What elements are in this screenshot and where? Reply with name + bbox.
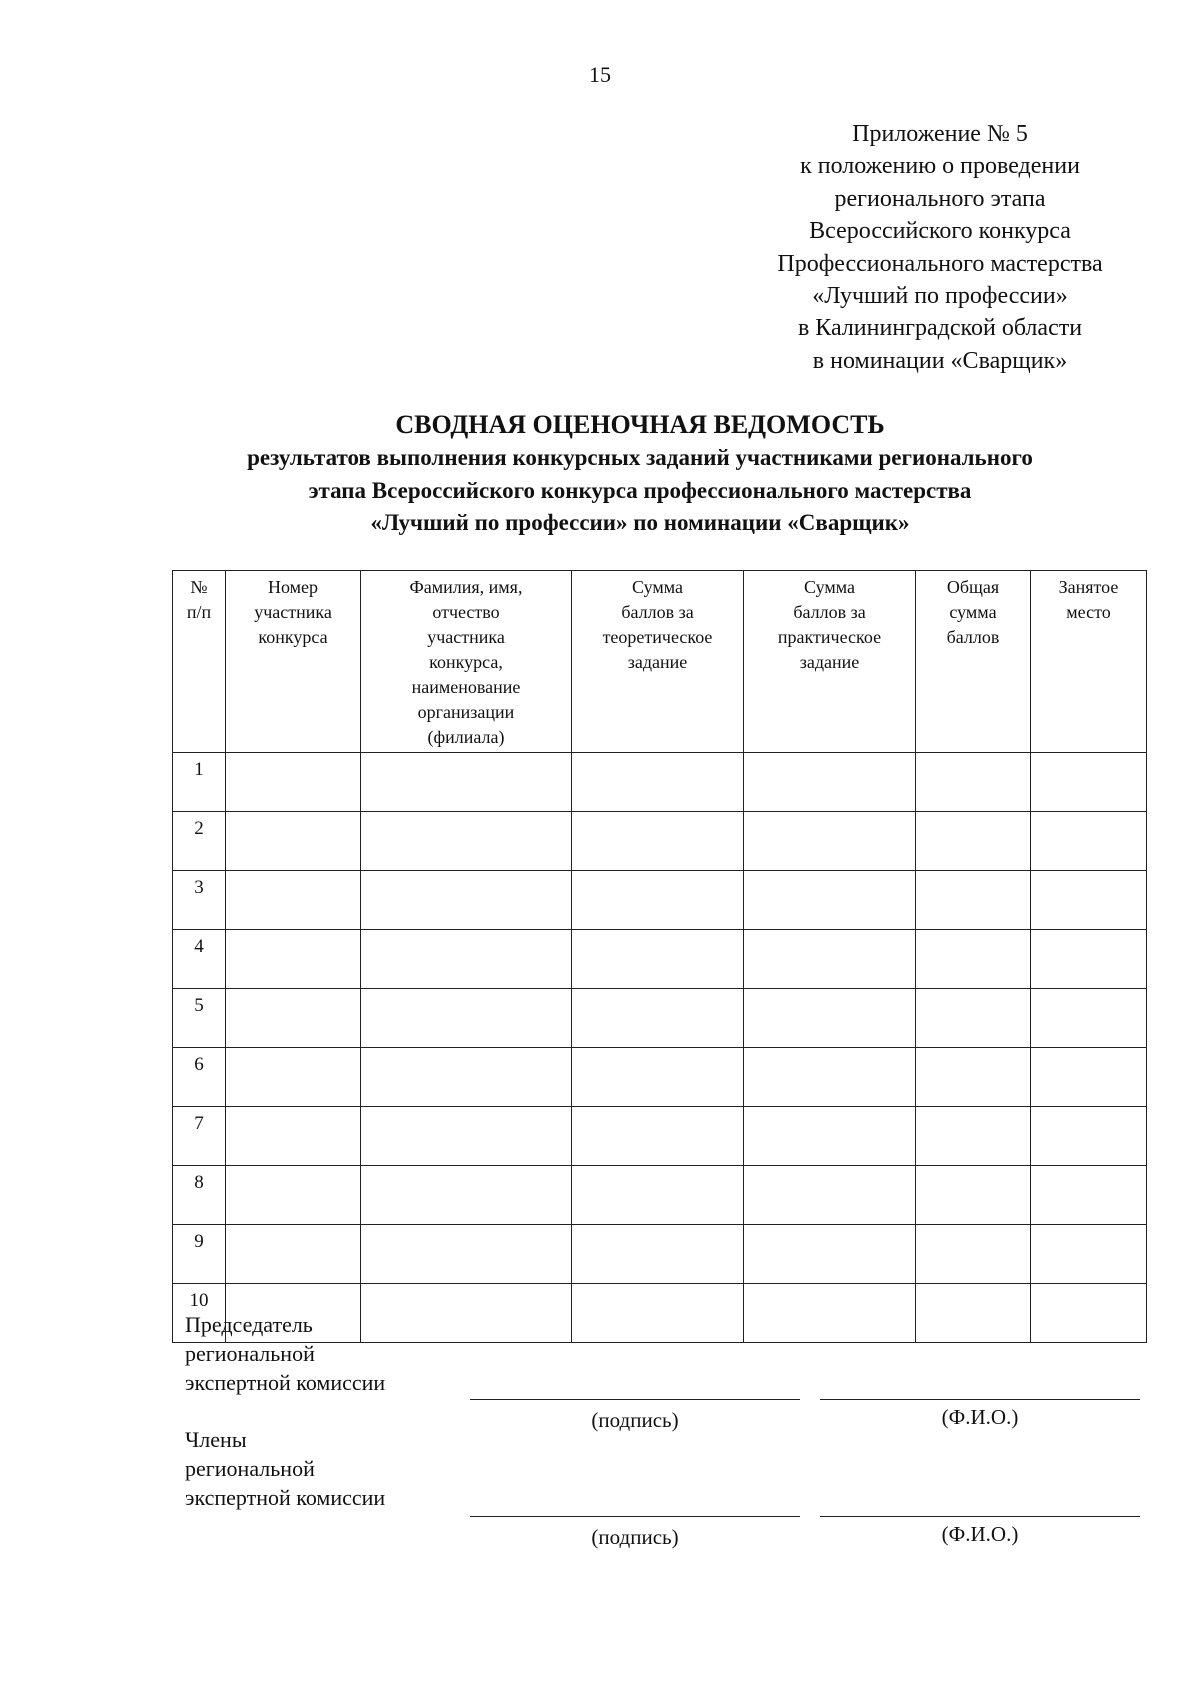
subtitle-line: «Лучший по профессии» по номинации «Сварщик» <box>370 510 910 535</box>
participant-id-cell <box>226 871 361 930</box>
total-score-cell <box>916 930 1031 989</box>
header-text-line: задание <box>627 652 688 672</box>
practice-score-cell <box>744 871 916 930</box>
practice-score-cell <box>744 930 916 989</box>
header-text-line: участника <box>427 627 505 647</box>
place-cell <box>1031 1048 1147 1107</box>
header-cell-place <box>1031 571 1147 753</box>
practice-score-cell <box>744 753 916 812</box>
appendix-line: «Лучший по профессии» <box>812 283 1068 310</box>
header-cell-theory-score <box>572 571 744 753</box>
appendix-line: Приложение № 5 <box>852 121 1028 147</box>
practice-score-cell <box>744 1107 916 1166</box>
header-text-line: наименование <box>411 677 521 697</box>
subtitle-line: этапа Всероссийского конкурса профессионального мастерства <box>308 477 972 503</box>
header-text-line: баллов <box>946 627 1000 647</box>
appendix-line: Всероссийского конкурса <box>809 218 1071 245</box>
place-cell <box>1031 1225 1147 1284</box>
participant-id-cell <box>226 930 361 989</box>
header-text-line: Номер <box>267 577 319 597</box>
page-number: 15 <box>589 62 611 87</box>
header-text-line: конкурса, <box>429 652 503 672</box>
chairman-signature-caption: (подпись) <box>591 1408 679 1432</box>
practice-score-cell <box>744 1048 916 1107</box>
participant-id-cell <box>226 1107 361 1166</box>
total-score-cell <box>916 753 1031 812</box>
participant-name-cell <box>361 1048 572 1107</box>
header-text-line: место <box>1066 602 1111 622</box>
header-text-line: задание <box>799 652 860 672</box>
theory-score-cell <box>572 989 744 1048</box>
chairman-name-caption: (Ф.И.О.) <box>941 1405 1019 1429</box>
place-cell <box>1031 753 1147 812</box>
table-row <box>173 1225 1147 1284</box>
row-number-cell: 5 <box>173 989 226 1048</box>
header-text-line: Фамилия, имя, <box>409 577 523 597</box>
appendix-line: Профессионального мастерства <box>777 250 1103 277</box>
header-text-line: Занятое <box>1058 577 1119 597</box>
theory-score-cell <box>572 930 744 989</box>
header-text-line: № <box>190 577 208 597</box>
header-cell-practice-score <box>744 571 916 753</box>
header-cell-number <box>173 571 226 753</box>
header-text-line: п/п <box>186 602 212 622</box>
place-cell <box>1031 989 1147 1048</box>
header-text-line: конкурса <box>258 627 328 647</box>
row-number-cell: 3 <box>173 871 226 930</box>
table-row <box>173 1048 1147 1107</box>
theory-score-cell <box>572 1284 744 1343</box>
header-text-line: сумма <box>949 602 997 622</box>
members-signature-line <box>470 1516 800 1517</box>
practice-score-cell <box>744 1166 916 1225</box>
place-cell <box>1031 1284 1147 1343</box>
members-name-caption: (Ф.И.О.) <box>941 1522 1019 1546</box>
practice-score-cell <box>744 812 916 871</box>
participant-name-cell <box>361 1166 572 1225</box>
members-name-line <box>820 1516 1140 1517</box>
participant-name-cell <box>361 753 572 812</box>
appendix-line: в Калининградской области <box>797 315 1083 342</box>
members-label-line: региональной <box>185 1456 315 1481</box>
header-cell-total-score <box>916 571 1031 753</box>
appendix-block <box>730 118 1150 377</box>
place-cell <box>1031 1166 1147 1225</box>
theory-score-cell <box>572 1107 744 1166</box>
header-text-line: Сумма <box>632 577 683 597</box>
theory-score-cell <box>572 753 744 812</box>
participant-id-cell <box>226 1048 361 1107</box>
practice-score-cell <box>744 1225 916 1284</box>
row-number-cell: 1 <box>173 753 226 812</box>
participant-name-cell <box>361 812 572 871</box>
place-cell <box>1031 871 1147 930</box>
practice-score-cell <box>744 989 916 1048</box>
row-number-cell: 6 <box>173 1048 226 1107</box>
chairman-label <box>185 1310 385 1397</box>
row-number-cell: 7 <box>173 1107 226 1166</box>
participant-name-cell <box>361 1284 572 1343</box>
table-header-row <box>173 571 1147 753</box>
document-subtitle <box>140 442 1140 540</box>
theory-score-cell <box>572 1225 744 1284</box>
table-row <box>173 989 1147 1048</box>
place-cell <box>1031 930 1147 989</box>
place-cell <box>1031 1107 1147 1166</box>
table-row <box>173 1166 1147 1225</box>
header-text-line: (филиала) <box>427 727 505 747</box>
appendix-line: регионального этапа <box>834 185 1046 212</box>
total-score-cell <box>916 812 1031 871</box>
total-score-cell <box>916 1225 1031 1284</box>
table-row <box>173 930 1147 989</box>
total-score-cell <box>916 1284 1031 1343</box>
theory-score-cell <box>572 812 744 871</box>
header-text-line: теоретическое <box>602 627 713 647</box>
participant-id-cell <box>226 812 361 871</box>
header-cell-participant-id <box>226 571 361 753</box>
participant-id-cell <box>226 1225 361 1284</box>
header-text-line: отчество <box>432 602 500 622</box>
members-label-line: экспертной комиссии <box>185 1485 386 1510</box>
total-score-cell <box>916 1048 1031 1107</box>
row-number-cell: 9 <box>173 1225 226 1284</box>
table-row <box>173 871 1147 930</box>
practice-score-cell <box>744 1284 916 1343</box>
table-row <box>173 812 1147 871</box>
theory-score-cell <box>572 871 744 930</box>
table-row <box>173 753 1147 812</box>
members-label-line: Члены <box>185 1427 247 1452</box>
chairman-label-line: Председатель <box>185 1312 313 1337</box>
row-number-cell: 4 <box>173 930 226 989</box>
header-text-line: практическое <box>777 627 882 647</box>
row-number-cell: 2 <box>173 812 226 871</box>
members-label <box>185 1425 385 1512</box>
appendix-line: в номинации «Сварщик» <box>812 347 1068 374</box>
header-text-line: организации <box>417 702 515 722</box>
header-text-line: баллов за <box>793 602 866 622</box>
theory-score-cell <box>572 1048 744 1107</box>
document-title: СВОДНАЯ ОЦЕНОЧНАЯ ВЕДОМОСТЬ <box>395 410 885 439</box>
participant-name-cell <box>361 1107 572 1166</box>
appendix-line: к положению о проведении <box>800 153 1080 180</box>
total-score-cell <box>916 871 1031 930</box>
total-score-cell <box>916 1166 1031 1225</box>
participant-name-cell <box>361 989 572 1048</box>
theory-score-cell <box>572 1166 744 1225</box>
header-text-line: Общая <box>946 577 1000 597</box>
participant-id-cell <box>226 753 361 812</box>
chairman-signature-line <box>470 1399 800 1400</box>
header-cell-participant-name <box>361 571 572 753</box>
members-signature-caption: (подпись) <box>591 1525 679 1549</box>
header-text-line: участника <box>254 602 332 622</box>
header-text-line: Сумма <box>804 577 855 597</box>
total-score-cell <box>916 1107 1031 1166</box>
participant-id-cell <box>226 1166 361 1225</box>
row-number-cell: 10 <box>173 1284 226 1343</box>
header-text-line: баллов за <box>621 602 694 622</box>
chairman-label-line: региональной <box>185 1341 315 1366</box>
table-row <box>173 1107 1147 1166</box>
subtitle-line: результатов выполнения конкурсных заданий участниками регионального <box>247 445 1033 470</box>
participant-id-cell <box>226 989 361 1048</box>
total-score-cell <box>916 989 1031 1048</box>
participant-name-cell <box>361 930 572 989</box>
chairman-name-line <box>820 1399 1140 1400</box>
chairman-label-line: экспертной комиссии <box>185 1370 386 1395</box>
row-number-cell: 8 <box>173 1166 226 1225</box>
participant-name-cell <box>361 1225 572 1284</box>
place-cell <box>1031 812 1147 871</box>
participant-name-cell <box>361 871 572 930</box>
results-table <box>172 570 1147 1343</box>
